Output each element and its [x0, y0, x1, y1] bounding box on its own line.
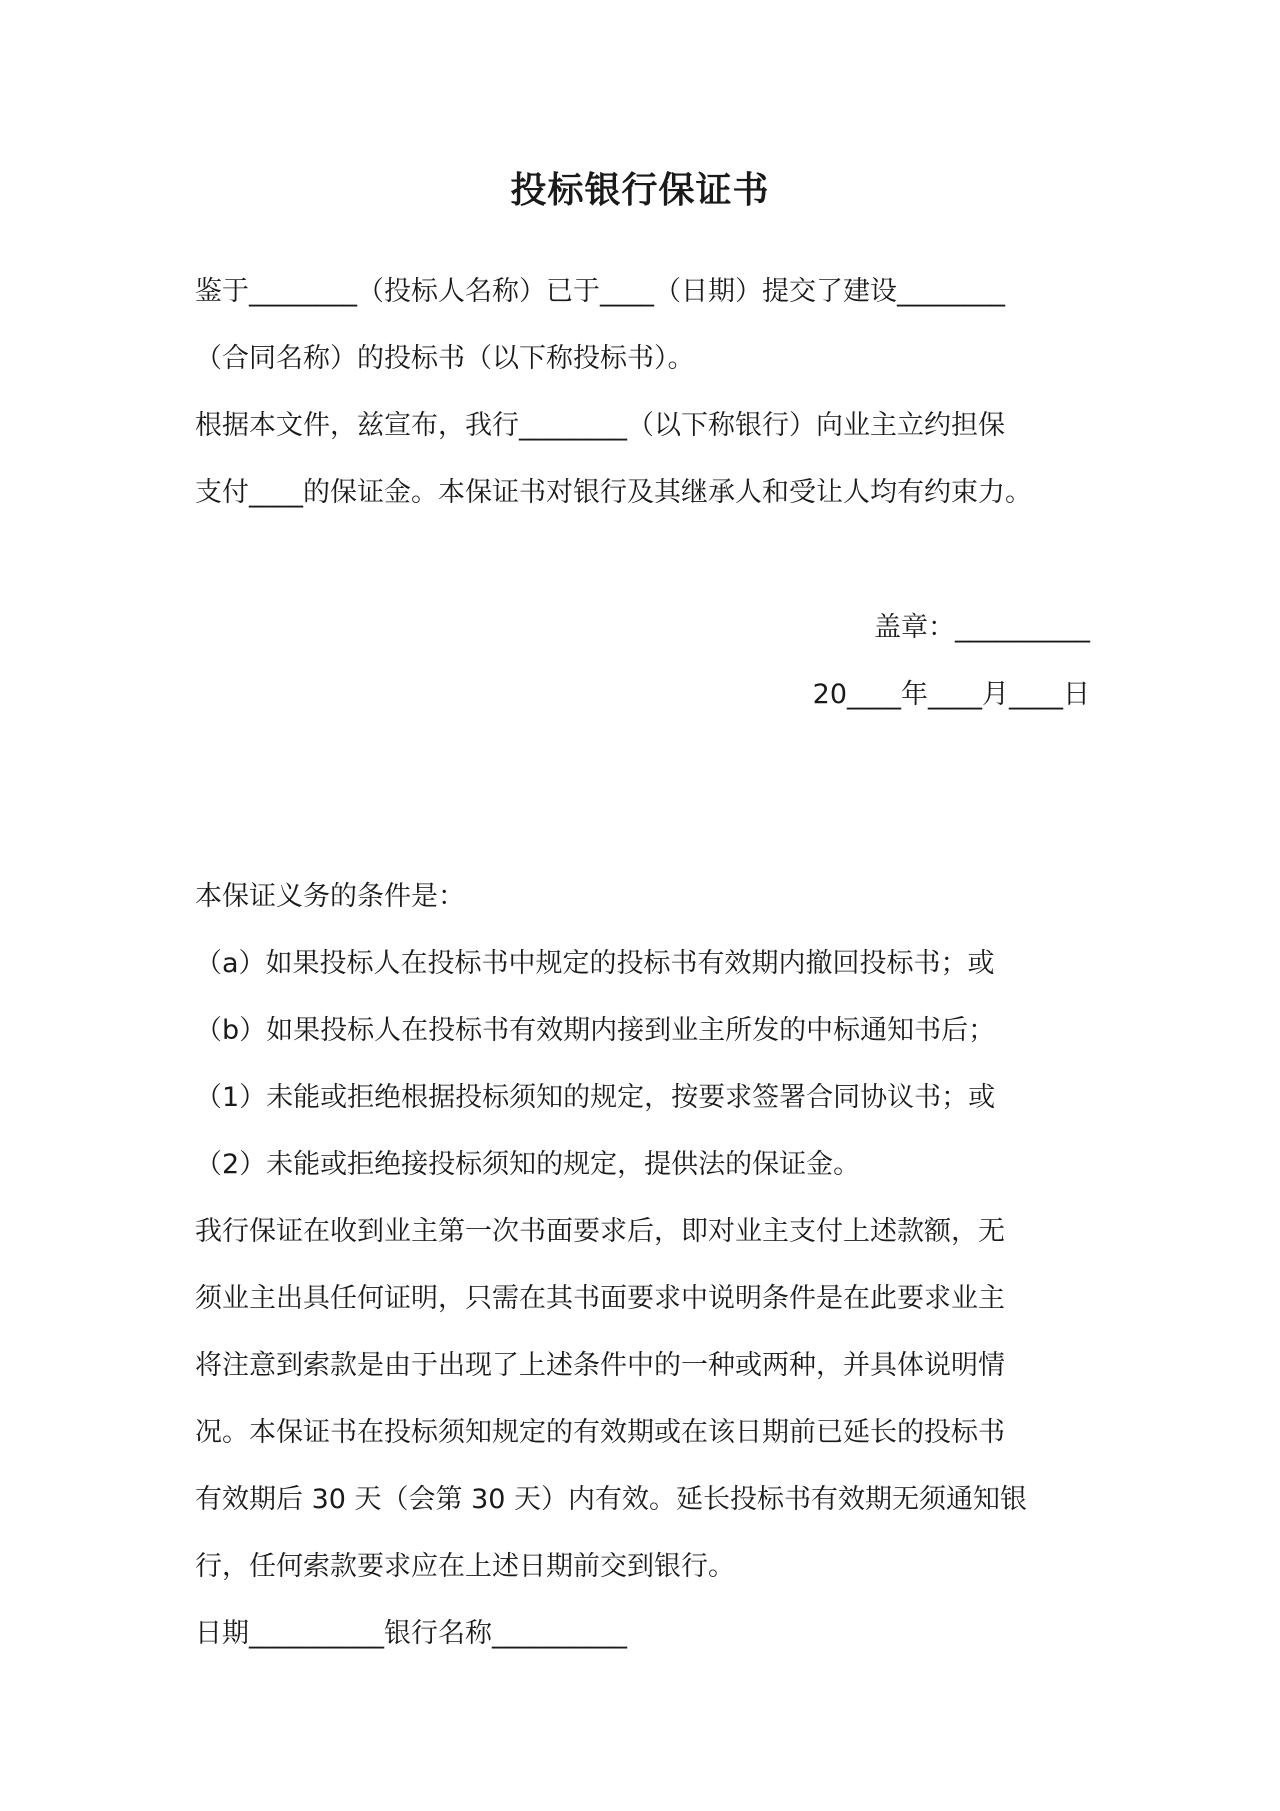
conditions-heading: 本保证义务的条件是：	[195, 881, 465, 912]
intro-line: （合同名称）的投标书（以下称投标书）。	[195, 343, 695, 374]
condition-item: （2）未能或拒绝接投标须知的规定，提供法的保证金。	[195, 1149, 861, 1180]
intro-line: 根据本文件，兹宣布，我行________（以下称银行）向业主立约担保	[195, 410, 1005, 441]
condition-item: （1）未能或拒绝根据投标须知的规定，按要求签署合同协议书；或	[195, 1082, 996, 1113]
body-line: 有效期后 30 天（会第 30 天）内有效。延长投标书有效期无须通知银	[195, 1484, 1028, 1515]
body-line: 况。本保证书在投标须知规定的有效期或在该日期前已延长的投标书	[195, 1417, 1005, 1448]
intro-line: 鉴于________（投标人名称）已于____（日期）提交了建设________	[195, 276, 1005, 307]
body-line: 将注意到索款是由于出现了上述条件中的一种或两种，并具体说明情	[195, 1350, 1005, 1381]
condition-item: （b）如果投标人在投标书有效期内接到业主所发的中标通知书后；	[195, 1015, 996, 1046]
footer-line: 日期__________银行名称__________	[195, 1618, 627, 1649]
seal-line: 盖章：__________	[874, 612, 1090, 643]
body-line: 我行保证在收到业主第一次书面要求后，即对业主支付上述款额，无	[195, 1216, 1005, 1247]
body-line: 须业主出具任何证明，只需在其书面要求中说明条件是在此要求业主	[195, 1283, 1005, 1314]
document-title: 投标银行保证书	[510, 169, 770, 211]
intro-line: 支付____的保证金。本保证书对银行及其继承人和受让人均有约束力。	[195, 477, 1032, 508]
date-line: 20____年____月____日	[812, 679, 1090, 710]
body-line: 行，任何索款要求应在上述日期前交到银行。	[195, 1551, 735, 1582]
condition-item: （a）如果投标人在投标书中规定的投标书有效期内撤回投标书；或	[195, 948, 995, 979]
